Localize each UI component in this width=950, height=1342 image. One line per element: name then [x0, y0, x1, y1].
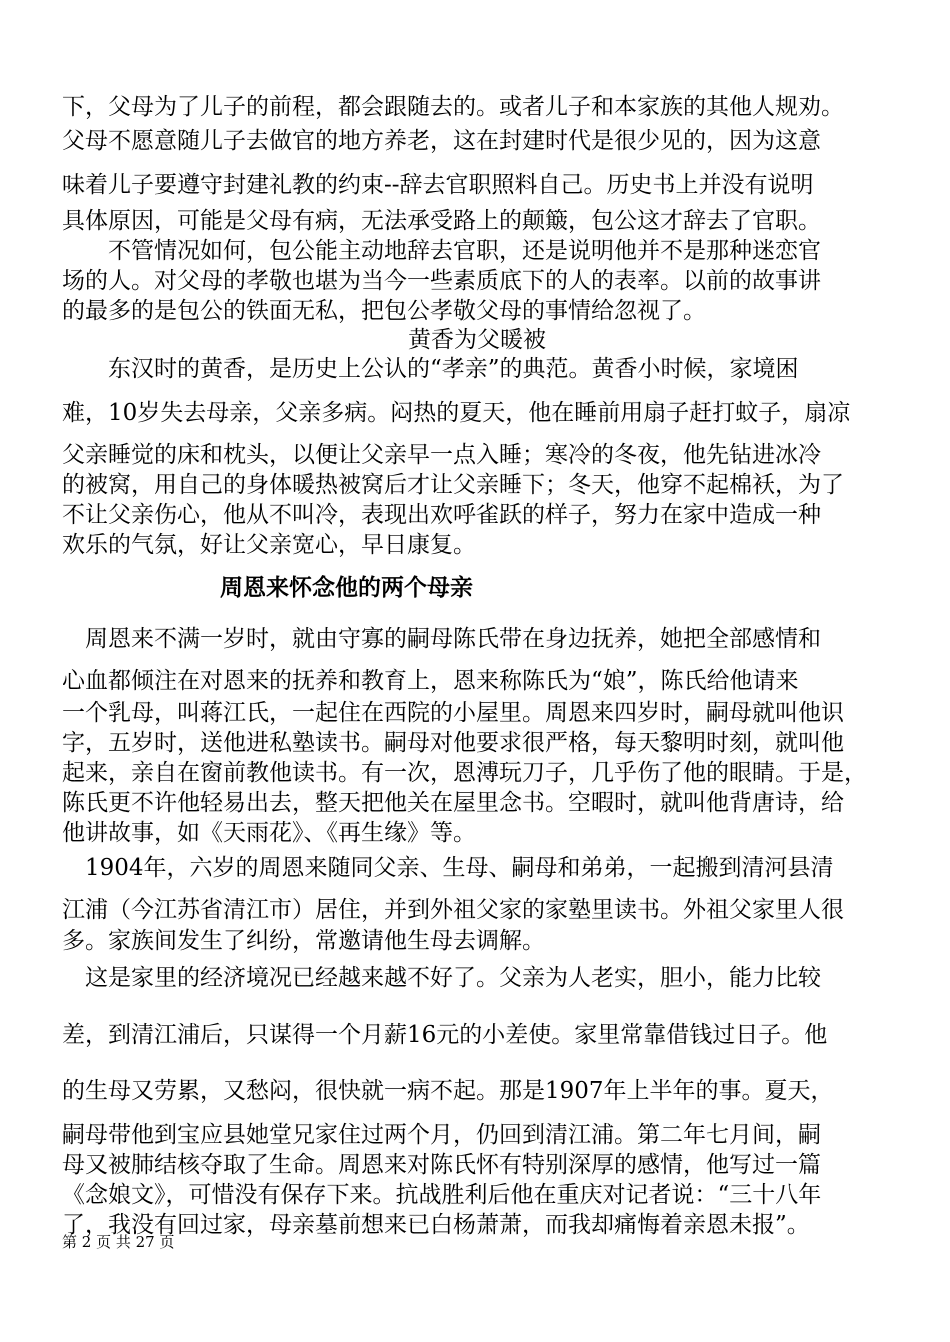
text-line: 嗣母带他到宝应县她堂兄家住过两个月，仍回到清江浦。第二年七月间，嗣: [62, 1122, 821, 1148]
text-line: 母又被肺结核夺取了生命。周恩来对陈氏怀有特别深厚的感情，他写过一篇: [62, 1152, 821, 1178]
text-line: 不管情况如何，包公能主动地辞去官职，还是说明他并不是那种迷恋官: [62, 238, 821, 264]
text-line: 一个乳母，叫蒋江氏，一起住在西院的小屋里。周恩来四岁时，嗣母就叫他识: [62, 700, 844, 726]
text-line: 起来，亲自在窗前教他读书。有一次，恩溥玩刀子，几乎伤了他的眼睛。于是，: [62, 760, 867, 786]
text-line: 了，我没有回过家，母亲墓前想来已白杨萧萧，而我却痛悔着亲恩未报”。: [62, 1212, 810, 1238]
text-line: 难，10岁失去母亲，父亲多病。闷热的夏天，他在睡前用扇子赶打蚊子，扇凉: [62, 400, 851, 426]
text-line: 味着儿子要遵守封建礼教的约束--辞去官职照料自己。历史书上并没有说明: [62, 172, 814, 198]
text-line: 场的人。对父母的孝敬也堪为当今一些素质底下的人的表率。以前的故事讲: [62, 268, 821, 294]
text-line: 《念娘文》，可惜没有保存下来。抗战胜利后他在重庆对记者说：“三十八年: [62, 1182, 822, 1208]
text-line: 具体原因，可能是父母有病，无法承受路上的颠簸，包公这才辞去了官职。: [62, 208, 821, 234]
text-line: 东汉时的黄香，是历史上公认的“孝亲”的典范。黄香小时候，家境困: [62, 356, 799, 382]
text-line: 江浦（今江苏省清江市）居住，并到外祖父家的家塾里读书。外祖父家里人很: [62, 897, 844, 923]
text-line: 差，到清江浦后，只谋得一个月薪16元的小差使。家里常靠借钱过日子。他: [62, 1022, 828, 1048]
text-line: 下，父母为了儿子的前程，都会跟随去的。或者儿子和本家族的其他人规劝。: [62, 94, 844, 120]
text-line: 多。家族间发生了纠纷，常邀请他生母去调解。: [62, 928, 545, 954]
section-heading-huangxiang: 黄香为父暖被: [408, 327, 546, 353]
text-line: 这是家里的经济境况已经越来越不好了。父亲为人老实，胆小，能力比较: [62, 965, 821, 991]
text-line: 周恩来不满一岁时，就由守寡的嗣母陈氏带在身边抚养，她把全部感情和: [62, 626, 821, 652]
text-line: 1904年，六岁的周恩来随同父亲、生母、嗣母和弟弟，一起搬到清河县清: [62, 855, 834, 881]
text-line: 不让父亲伤心，他从不叫冷，表现出欢呼雀跃的样子，努力在家中造成一种: [62, 502, 821, 528]
text-line: 父母不愿意随儿子去做官的地方养老，这在封建时代是很少见的，因为这意: [62, 128, 821, 154]
text-line: 他讲故事，如《天雨花》、《再生缘》等。: [62, 820, 476, 846]
page-number-footer: 第 2 页 共 27 页: [62, 1233, 175, 1251]
text-line: 字，五岁时，送他进私塾读书。嗣母对他要求很严格，每天黎明时刻，就叫他: [62, 730, 844, 756]
section-heading-zhouenlai: 周恩来怀念他的两个母亲: [220, 575, 473, 601]
text-line: 的被窝，用自己的身体暖热被窝后才让父亲睡下；冬天，他穿不起棉袄，为了: [62, 472, 844, 498]
text-line: 心血都倾注在对恩来的抚养和教育上，恩来称陈氏为“娘”，陈氏给他请来: [62, 668, 799, 694]
text-line: 的最多的是包公的铁面无私，把包公孝敬父母的事情给忽视了。: [62, 298, 706, 324]
text-line: 欢乐的气氛，好让父亲宽心，早日康复。: [62, 532, 476, 558]
text-line: 陈氏更不许他轻易出去，整天把他关在屋里念书。空暇时，就叫他背唐诗，给: [62, 790, 844, 816]
text-line: 父亲睡觉的床和枕头，以便让父亲早一点入睡；寒冷的冬夜，他先钻进冰冷: [62, 442, 821, 468]
text-line: 的生母又劳累，又愁闷，很快就一病不起。那是1907年上半年的事。夏天，: [62, 1078, 834, 1104]
